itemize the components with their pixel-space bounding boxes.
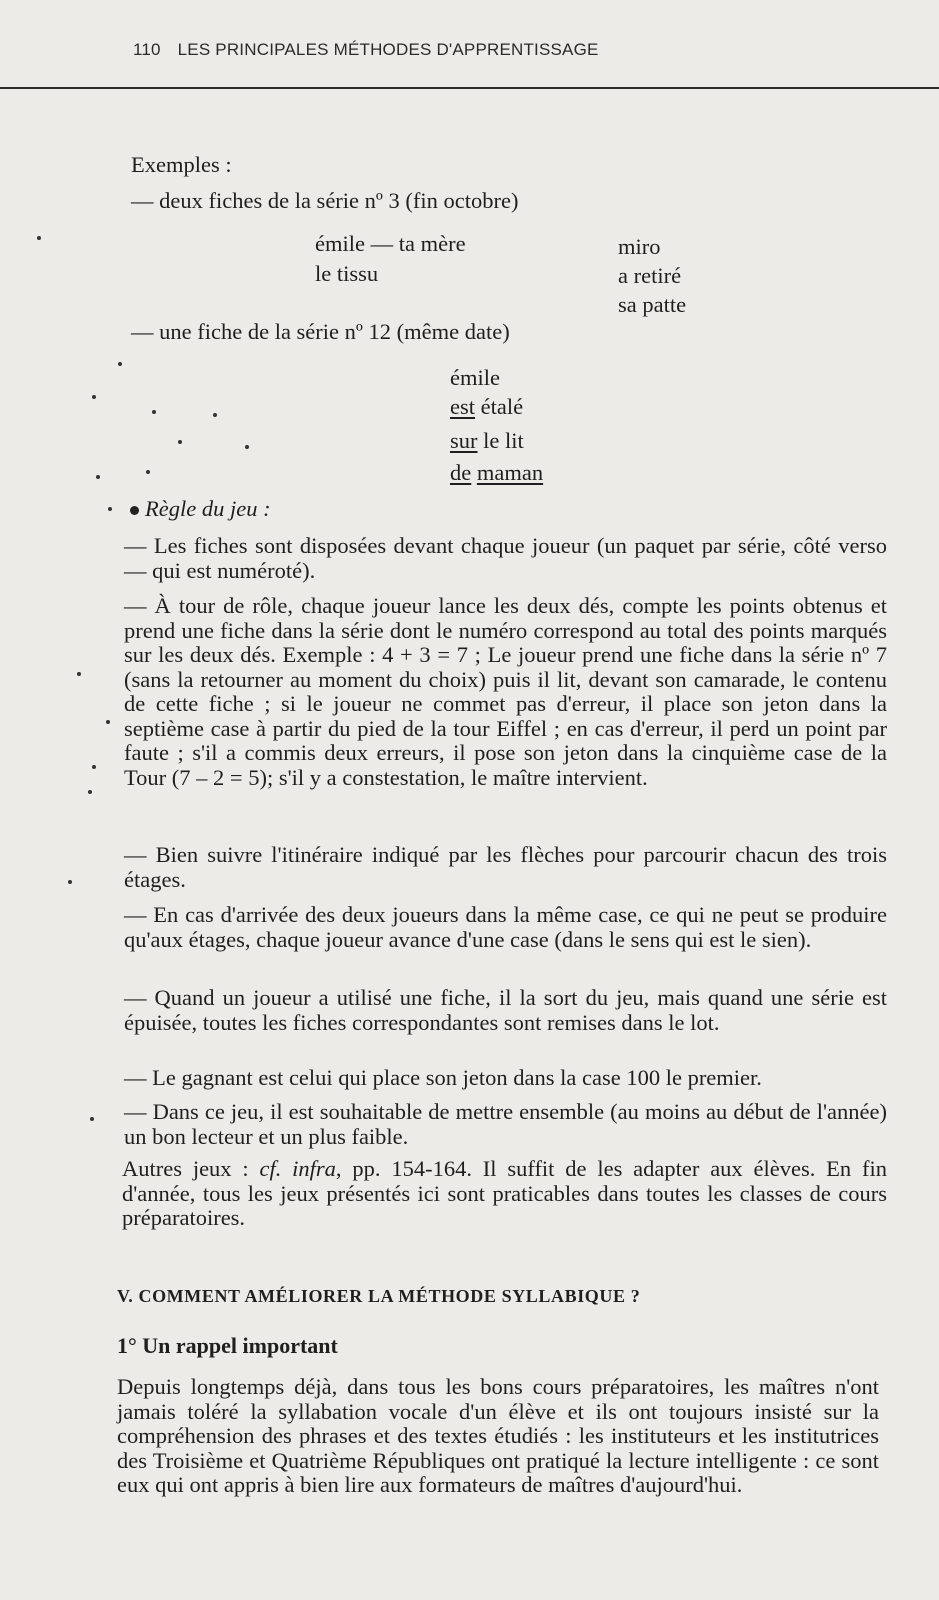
scan-speck bbox=[37, 236, 41, 240]
card3-underlined-word: sur bbox=[450, 428, 478, 453]
card3-line-2: est étalé bbox=[450, 394, 524, 419]
scan-speck bbox=[96, 475, 100, 479]
scan-speck bbox=[77, 672, 81, 676]
section-body: Depuis longtemps déjà, dans tous les bons cours préparatoires, les maîtres n'ont jamais toléré la syllabation vocale d'un élève et ils ont toujours insisté sur la compréhension des phrases et des textes étudiés : les instituteurs et les institutrices des Troisième et Quatrième Républiques ont pratiqué la lecture intelligente : ce sont eux qui ont appris à bien lire aux formateurs de maîtres d'aujourd'hui. bbox=[117, 1374, 879, 1497]
section-heading: V. COMMENT AMÉLIORER LA MÉTHODE SYLLABIQUE ? bbox=[117, 1286, 641, 1306]
card3-underlined-word: de bbox=[450, 460, 472, 485]
rule-paragraph-6: — Le gagnant est celui qui place son jeton dans la case 100 le premier. bbox=[124, 1065, 762, 1090]
rule-paragraph-2: — À tour de rôle, chaque joueur lance les deux dés, compte les points obtenus et prend une fiche dans la série dont le numéro correspond au total des points marqués sur les deux dés. Exemple : 4 + 3 = 7 ; Le joueur prend une fiche dans la série nº 7 (sans la retourner au moment du choix) puis il lit, devant son camarade, le contenu de cette fiche ; si le joueur ne commet pas d'erreur, il place son jeton dans la septième case à partir du pied de la tour Eiffel ; en cas d'erreur, il perd un point par faute ; s'il a commis deux erreurs, il pose son jeton dans la cinquième case de la Tour (7 – 2 = 5); s'il y a constestation, le maître intervient. bbox=[124, 593, 887, 790]
scan-speck bbox=[90, 1117, 94, 1121]
card3-underlined-word: est bbox=[450, 394, 475, 419]
card3-line-4 bbox=[450, 460, 543, 486]
card3-line-1: émile bbox=[450, 365, 500, 390]
scan-speck bbox=[152, 410, 156, 414]
scan-speck bbox=[108, 507, 112, 511]
scan-speck bbox=[92, 395, 96, 399]
card2-line-3: sa patte bbox=[618, 292, 687, 317]
rule-paragraph-3: — Bien suivre l'itinéraire indiqué par les flèches pour parcourir chacun des trois étages. bbox=[124, 842, 887, 892]
card1-line-1: émile — ta mère bbox=[315, 231, 466, 256]
example-line-2: — une fiche de la série nº 12 (même date) bbox=[131, 319, 510, 344]
card3-line-3: sur le lit bbox=[450, 428, 524, 453]
card1-line-2: le tissu bbox=[315, 261, 379, 286]
header-rule bbox=[0, 87, 939, 89]
scan-speck bbox=[146, 470, 150, 474]
rule-paragraph-1: — Les fiches sont disposées devant chaque joueur (un paquet par série, côté verso — qui est numéroté). bbox=[124, 533, 887, 583]
card2-line-2: a retiré bbox=[618, 263, 682, 288]
running-header bbox=[133, 40, 893, 60]
subsection-heading: 1° Un rappel important bbox=[117, 1333, 338, 1358]
scan-speck bbox=[106, 720, 110, 724]
scan-speck bbox=[118, 362, 122, 366]
card2-line-1: miro bbox=[618, 234, 661, 259]
cross-reference: cf. infra bbox=[259, 1156, 336, 1181]
page-number: 110 bbox=[133, 40, 161, 59]
rule-paragraph-4: — En cas d'arrivée des deux joueurs dans la même case, ce qui ne peut se produire qu'aux étages, chaque joueur avance d'une case (dans le sens qui est le sien). bbox=[124, 902, 887, 952]
scan-speck bbox=[92, 765, 96, 769]
examples-heading: Exemples : bbox=[131, 152, 232, 177]
scan-speck bbox=[245, 445, 249, 449]
rule-paragraph-5: — Quand un joueur a utilisé une fiche, il la sort du jeu, mais quand une série est épuisée, toutes les fiches correspondantes sont remises dans le lot. bbox=[124, 985, 887, 1035]
rule-paragraph-7: — Dans ce jeu, il est souhaitable de mettre ensemble (au moins au début de l'année) un bon lecteur et un plus faible. bbox=[124, 1099, 887, 1149]
example-line-1: — deux fiches de la série nº 3 (fin octobre) bbox=[131, 188, 519, 213]
rules-title: Règle du jeu : bbox=[130, 496, 271, 522]
rule-paragraph-8: Autres jeux : cf. infra, pp. 154-164. Il suffit de les adapter aux élèves. En fin d'année, tous les jeux présentés ici sont praticables dans toutes les classes de cours préparatoires. bbox=[122, 1156, 887, 1230]
card3-underlined-word: maman bbox=[476, 460, 544, 485]
running-title: LES PRINCIPALES MÉTHODES D'APPRENTISSAGE bbox=[177, 40, 599, 59]
scan-speck bbox=[213, 413, 217, 417]
scan-speck bbox=[178, 440, 182, 444]
scan-speck bbox=[68, 880, 72, 884]
bullet-icon bbox=[130, 506, 139, 515]
scan-speck bbox=[88, 790, 92, 794]
